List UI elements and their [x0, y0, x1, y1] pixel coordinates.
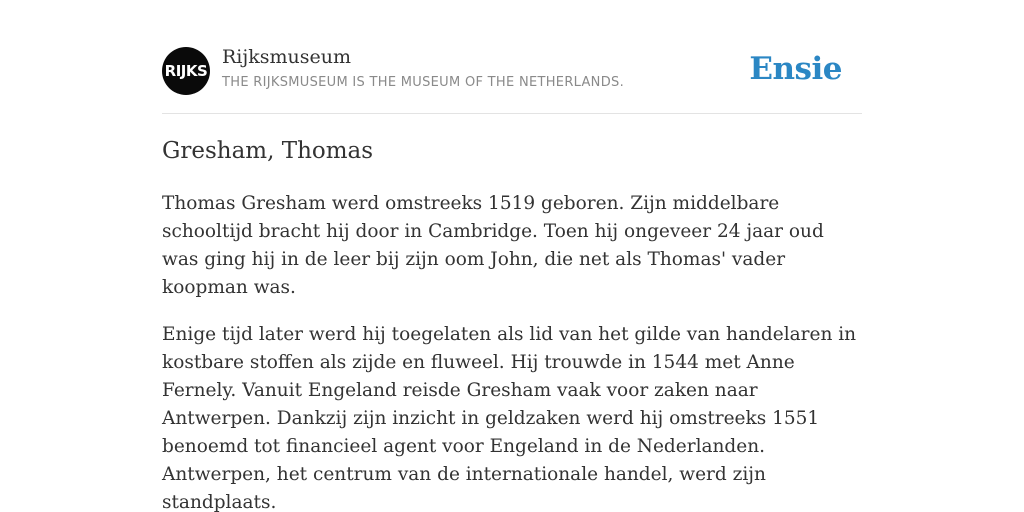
rijksmuseum-logo[interactable]: RIJKS — [162, 47, 210, 95]
article-body — [162, 190, 862, 512]
header — [162, 46, 862, 96]
article-title: Gresham, Thomas — [162, 138, 374, 164]
source-tagline: THE RIJKSMUSEUM IS THE MUSEUM OF THE NETHERLANDS. — [222, 75, 625, 90]
source-name-link[interactable]: Rijksmuseum — [222, 46, 352, 68]
ensie-brand-logo[interactable]: Ensie — [749, 51, 842, 87]
article-paragraph: Thomas Gresham werd omstreeks 1519 geboren. Zijn middelbare schooltijd bracht hij door in Cambridge. Toen hij ongeveer 24 jaar oud was ging hij in de leer bij zijn oom John, die net als Thomas' vader koopman was. — [162, 193, 824, 298]
article-paragraph: Enige tijd later werd hij toegelaten als lid van het gilde van handelaren in kostbare stoffen als zijde en fluweel. Hij trouwde in 1544 met Anne Fernely. Vanuit Engeland reisde Gresham vaak voor zaken naar Antwerpen. Dankzij zijn inzicht in geldzaken werd hij omstreeks 1551 benoemd tot financieel agent voor Engeland in de Nederlanden. Antwerpen, het centrum van de internationale handel, werd zijn standplaats. — [162, 324, 857, 512]
header-divider — [162, 113, 862, 114]
